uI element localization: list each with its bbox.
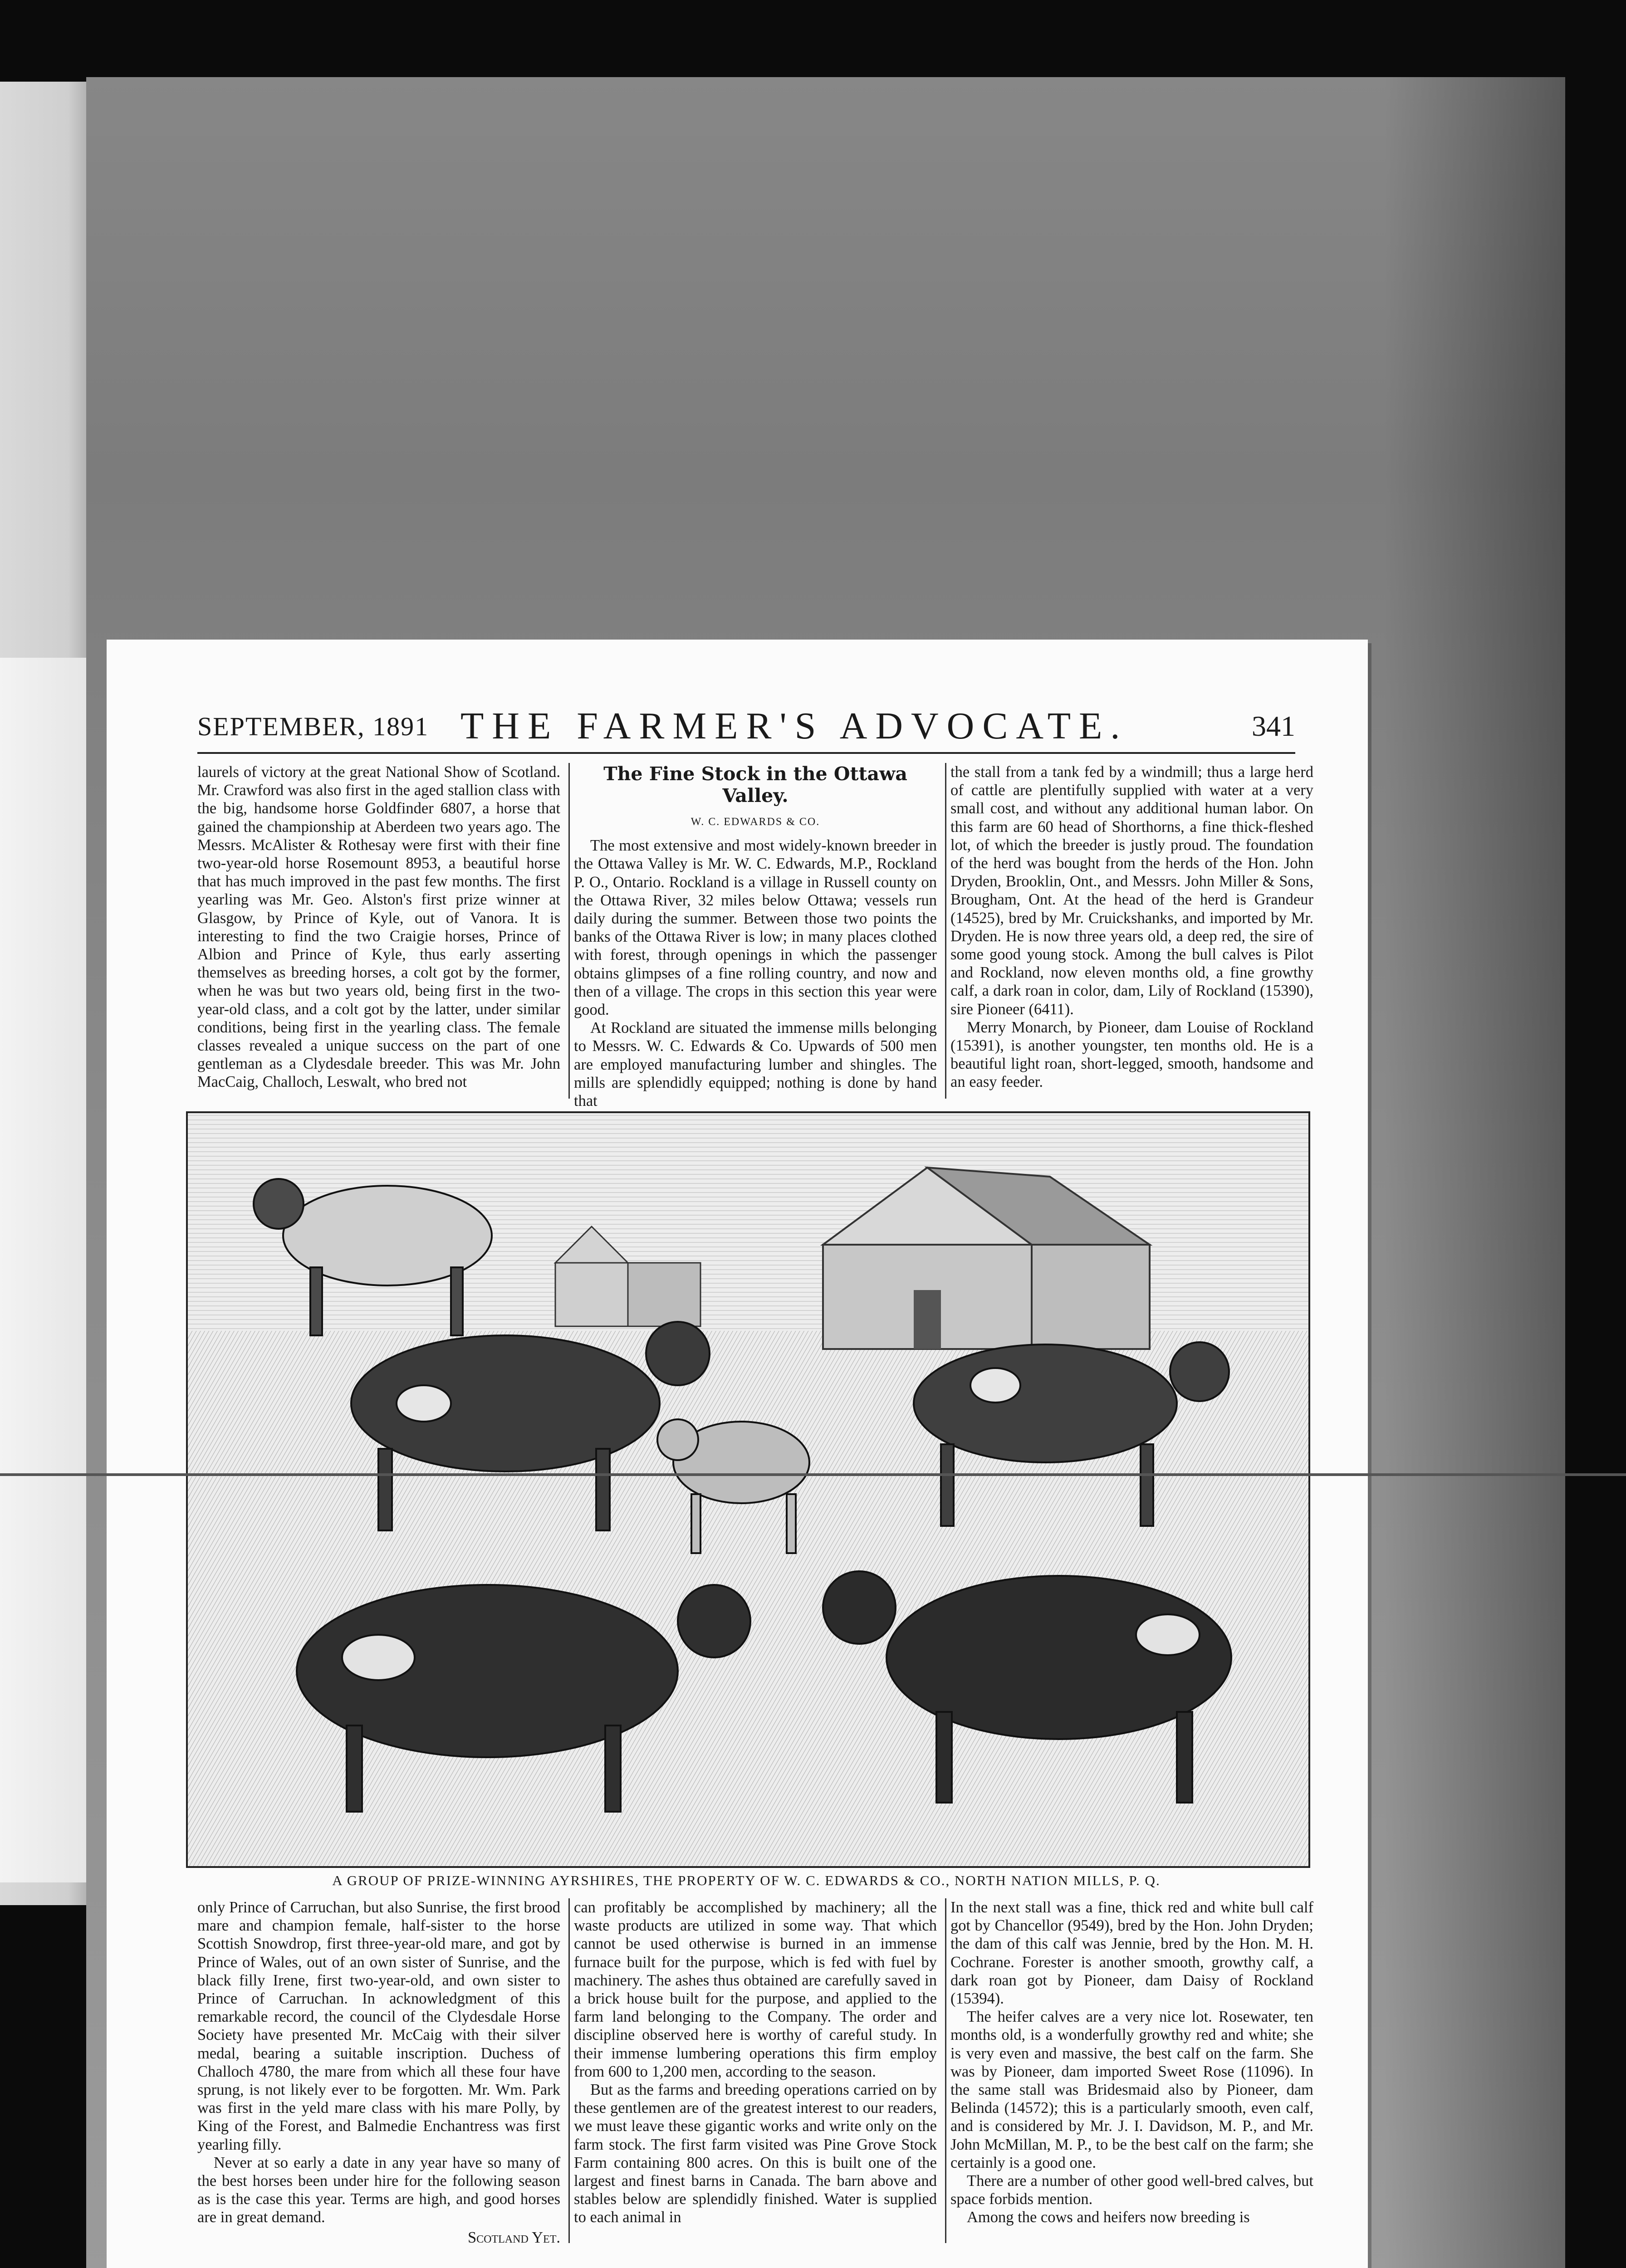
column-rule [945, 763, 946, 1099]
column-rule [945, 1898, 946, 2243]
paragraph: There are a number of other good well-bred calves, but space forbids mention. [950, 2172, 1313, 2208]
bottom-column-1 [197, 1898, 560, 2247]
fold-crease [0, 1473, 1626, 1476]
top-column-3 [950, 763, 1313, 1091]
paragraph: only Prince of Carruchan, but also Sunrise, the first brood mare and champion female, half-sister to the horse Scottish Snowdrop, first three-year-old mare, and got by Prince of Wales, out of an own sister of Sunrise, and the black filly Irene, first two-year-old, and own sister to Prince of Carruchan. In acknowledgment of this remarkable record, the council of the Clydesdale Horse Society have presented Mr. McCaig with their silver medal, bearing a suitable inscription. Duchess of Challoch 4780, the mare from which all these four have sprung, is not likely ever to be forgotten. Mr. Wm. Park was first in the yeld mare class with his mare Polly, by King of the Forest, and Balmedie Enchantress was first yearling filly. [197, 1899, 560, 2153]
paragraph: Merry Monarch, by Pioneer, dam Louise of Rockland (15391), is another youngster, ten months old. He is a beautiful light roan, short-legged, smooth, handsome and an easy feeder. [950, 1018, 1313, 1091]
paragraph: But as the farms and breeding operations carried on by these gentlemen are of the greatest interest to our readers, we must leave these gigantic works and write only on the farm stock. The first farm visited was Pine Grove Stock Farm containing 800 acres. On this is built one of the largest and finest barns in Canada. The barn above and stables below are splendidly finished. Water is supplied to each animal in [574, 2081, 937, 2226]
paragraph: In the next stall was a fine, thick red and white bull calf got by Chancellor (9549), bred by the Hon. John Dryden; the dam of this calf was Jennie, bred by the Hon. M. H. Cochrane. Forester is another smooth, growthy calf, a dark roan got by Pioneer, dam Daisy of Rockland (15394). [950, 1899, 1313, 2008]
paragraph: laurels of victory at the great National Show of Scotland. Mr. Crawford was also first in the aged stallion class with the big, handsome horse Goldfinder 6807, a horse that gained the championship at Aberdeen two years ago. The Messrs. McAlister & Rothesay were first with their fine two-year-old horse Rosemount 8953, a beautiful horse that has much improved in the past few months. The first yearling was Mr. Geo. Alston's first prize winner at Glasgow, by Prince of Kyle, out of Vanora. It is interesting to find the two Craigie horses, Prince of Albion and Prince of Kyle, thus early asserting themselves as breeding horses, a colt got by the former, when he was but two years old, being first in the two-year-old class, and a colt got by the latter, under similar conditions, being first in the yearling class. The female classes revealed a unique success on the part of one gentleman as a Clydesdale breeder. This was Mr. John MacCaig, Challoch, Leswalt, who bred not [197, 763, 560, 1091]
article-byline: W. C. EDWARDS & CO. [691, 816, 820, 828]
article-title: The Fine Stock in the Ottawa Valley. [603, 763, 907, 807]
paragraph: the stall from a tank fed by a windmill; thus a large herd of cattle are plentifully supplied with water at a very small cost, and without any additional human labor. On this farm are 60 head of Shorthorns, a fine thick-fleshed lot, of which the breeder is justly proud. The foundation of the herd was bought from the herds of the Hon. John Dryden, Brooklin, Ont., and Messrs. John Miller & Sons, Brougham, Ont. At the head of the herd is Grandeur (14525), bred by Mr. Cruickshanks, and imported by Mr. Dryden. He is now three years old, a deep red, the sire of some good young stock. Among the bull calves is Pilot and Rockland, now eleven months old, a fine growthy calf, a dark roan in color, dam, Lily of Rockland (15390), sire Pioneer (6411). [950, 763, 1313, 1018]
paragraph: Among the cows and heifers now breeding is [967, 2209, 1250, 2226]
top-column-2 [574, 763, 937, 1110]
paragraph: The most extensive and most widely-known breeder in the Ottawa Valley is Mr. W. C. Edwards, M.P., Rockland P. O., Ontario. Rockland is a village in Russell county on the Ottawa River, 32 miles below Ottawa; vessels run daily during the summer. Between those two points the banks of the Ottawa River is low; in many places clothed with forest, through openings in which the passenger obtains glimpses of a fine rolling country, and now and then of a village. The crops in this section this year were good. [574, 837, 937, 1019]
newspaper-page [107, 640, 1368, 2268]
column-rule [568, 1898, 570, 2243]
bottom-column-3 [950, 1898, 1313, 2227]
paragraph: Never at so early a date in any year have so many of the best horses been under hire for the following season as is the case this year. Terms are high, and good horses are in great demand. [197, 2154, 560, 2226]
paragraph: At Rockland are situated the immense mills belonging to Messrs. W. C. Edwards & Co. Upwards of 500 men are employed manufacturing lumber and shingles. The mills are splendidly equipped; nothing is done by hand that [574, 1019, 937, 1110]
ayrshire-cattle-engraving [188, 1113, 1308, 1866]
bottom-column-2 [574, 1898, 937, 2227]
signature: Scotland Yet. [467, 2229, 560, 2246]
issue-date: SEPTEMBER, 1891 [197, 712, 429, 741]
masthead-title: THE FARMER'S ADVOCATE. [460, 705, 1128, 747]
paragraph: can profitably be accomplished by machinery; all the waste products are utilized in some way. That which cannot be used otherwise is burned in an immense furnace built for the purpose, which is fed with fuel by machinery. The ashes thus obtained are carefully saved in a brick house built for the purpose, and applied to the farm land belonging to the Company. The order and discipline observed here is worthy of careful study. In their immense lumbering operations this firm employ from 600 to 1,200 men, according to the season. [574, 1899, 937, 2080]
page-header [197, 705, 1295, 748]
header-rule [197, 752, 1295, 754]
column-rule [568, 763, 570, 1099]
illustration-caption: A GROUP OF PRIZE-WINNING AYRSHIRES, THE PROPERTY OF W. C. EDWARDS & CO., NORTH NATION MILLS, P. Q. [332, 1872, 1161, 1888]
top-column-1 [197, 763, 560, 1091]
page-number: 341 [1252, 710, 1295, 742]
backing-sheet-shadow [1384, 77, 1565, 2268]
paragraph: The heifer calves are a very nice lot. Rosewater, ten months old, is a wonderfully growthy red and white; she is very even and massive, the best calf on the farm. She was by Pioneer, dam imported Sweet Rose (11096). In the same stall was Bridesmaid also by Pioneer, dam Belinda (14572); this is a particularly smooth, even calf, and is considered by Mr. J. I. Davidson, M. P., and Mr. John McMillan, M. P., to be the best calf on the farm; she certainly is a good one. [950, 2008, 1313, 2171]
engraving-illustration [186, 1111, 1310, 1868]
